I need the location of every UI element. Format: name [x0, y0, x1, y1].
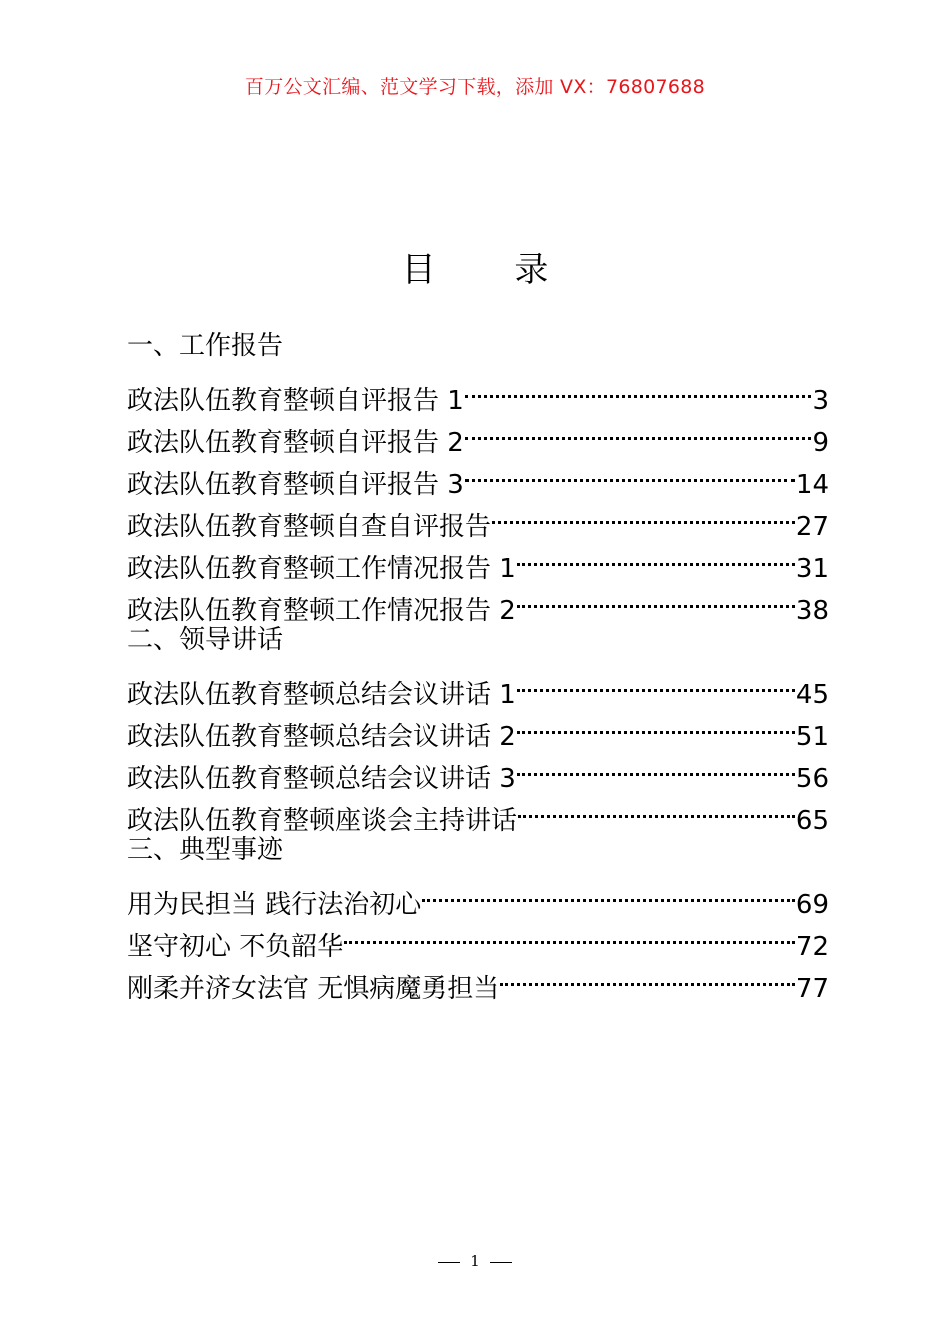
dot-leader [344, 913, 795, 955]
toc-entry-label: 政法队伍教育整顿总结会议讲话 1 [127, 680, 516, 710]
toc-entry-label: 政法队伍教育整顿自评报告 1 [127, 386, 464, 416]
toc-entry-page: 9 [812, 428, 829, 458]
toc-entry-page: 3 [812, 386, 829, 416]
table-of-contents [127, 325, 829, 1004]
toc-entry[interactable] [127, 367, 829, 416]
toc-entry-label: 政法队伍教育整顿工作情况报告 1 [127, 554, 516, 584]
dot-leader [517, 703, 795, 745]
toc-entry-page: 38 [795, 596, 829, 626]
toc-entry-page: 56 [795, 764, 829, 794]
toc-entry-label: 政法队伍教育整顿座谈会主持讲话 [127, 806, 518, 836]
toc-entry-page: 77 [795, 974, 829, 1004]
toc-entry-page: 51 [795, 722, 829, 752]
dot-leader [465, 409, 812, 451]
footer-dash-left [438, 1262, 460, 1263]
toc-entry-label: 坚守初心 不负韶华 [127, 932, 344, 962]
toc-entry-page: 69 [795, 890, 829, 920]
toc-entry-label: 政法队伍教育整顿自评报告 3 [127, 470, 464, 500]
page-title: 目 录 [401, 250, 583, 290]
dot-leader [517, 577, 795, 619]
toc-entry-page: 14 [795, 470, 829, 500]
dot-leader [492, 493, 795, 535]
toc-entry-label: 用为民担当 践行法治初心 [127, 890, 422, 920]
dot-leader [422, 871, 795, 913]
page-number: 1 [470, 1252, 480, 1270]
toc-entry-page: 45 [795, 680, 829, 710]
toc-section-heading: 一、工作报告 [127, 331, 284, 361]
toc-entry-label: 政法队伍教育整顿自评报告 2 [127, 428, 464, 458]
toc-entry[interactable] [127, 871, 829, 920]
toc-section-heading: 二、领导讲话 [127, 625, 284, 655]
watermark-header: 百万公文汇编、范文学习下载，添加 VX：76807688 [244, 76, 706, 98]
toc-entry-page: 72 [795, 932, 829, 962]
footer-dash-right [490, 1262, 512, 1263]
toc-entry-label: 刚柔并济女法官 无惧病魔勇担当 [127, 974, 500, 1004]
dot-leader [517, 535, 795, 577]
dot-leader [517, 745, 795, 787]
toc-entry-label: 政法队伍教育整顿工作情况报告 2 [127, 596, 516, 626]
toc-entry-label: 政法队伍教育整顿总结会议讲话 3 [127, 764, 516, 794]
dot-leader [465, 367, 812, 409]
toc-entry-label: 政法队伍教育整顿总结会议讲话 2 [127, 722, 516, 752]
dot-leader [500, 955, 795, 997]
toc-entry-label: 政法队伍教育整顿自查自评报告 [127, 512, 492, 542]
dot-leader [517, 661, 795, 703]
page-footer [0, 1252, 950, 1270]
dot-leader [465, 451, 795, 493]
dot-leader [518, 787, 795, 829]
toc-entry-page: 31 [795, 554, 829, 584]
toc-entry[interactable] [127, 661, 829, 710]
toc-section-heading: 三、典型事迹 [127, 835, 284, 865]
toc-entry-page: 27 [795, 512, 829, 542]
toc-entry-page: 65 [795, 806, 829, 836]
